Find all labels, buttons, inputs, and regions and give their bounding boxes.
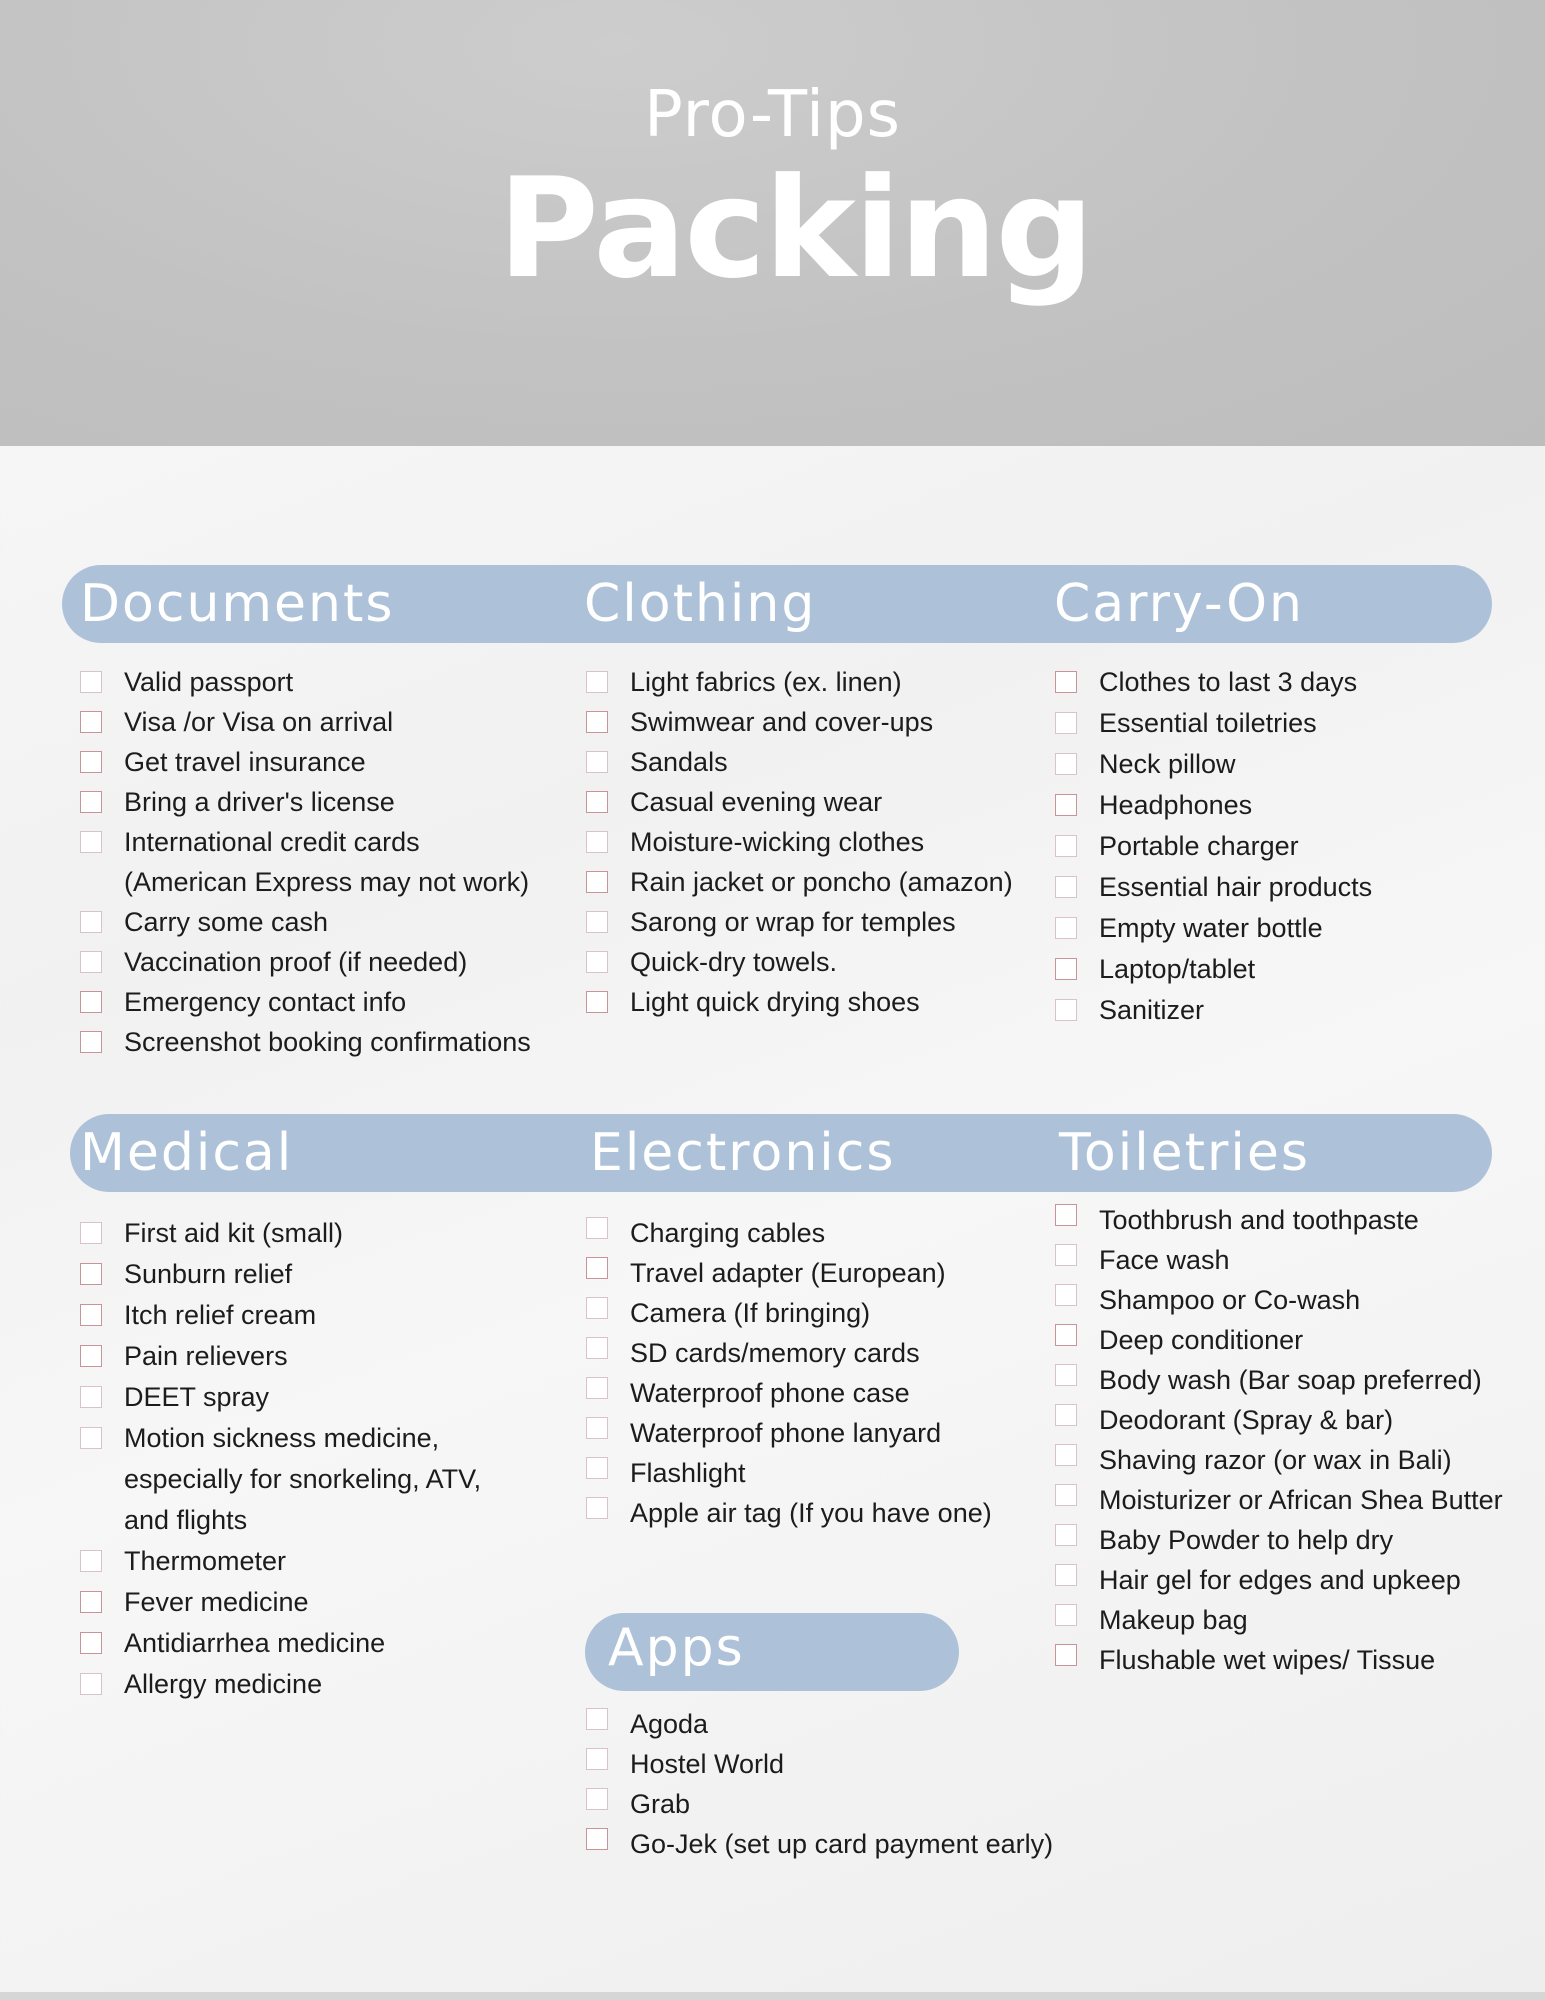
list-item <box>80 822 580 862</box>
checkbox[interactable] <box>1055 999 1077 1021</box>
list-item <box>1055 662 1495 703</box>
checkbox[interactable] <box>1055 1364 1077 1386</box>
item-label: Pain relievers <box>124 1341 288 1371</box>
checkbox[interactable] <box>586 1257 608 1279</box>
item-label: Sanitizer <box>1099 995 1205 1025</box>
item-label: Flushable wet wipes/ Tissue <box>1099 1645 1436 1675</box>
item-label: Vaccination proof (if needed) <box>124 947 468 977</box>
checkbox[interactable] <box>586 671 608 693</box>
checkbox[interactable] <box>1055 794 1077 816</box>
list-item <box>1055 1440 1505 1480</box>
list-item <box>586 1453 1046 1493</box>
list-item <box>1055 1480 1505 1520</box>
item-label: Toothbrush and toothpaste <box>1099 1205 1419 1235</box>
list-item <box>80 662 580 702</box>
checkbox[interactable] <box>1055 1404 1077 1426</box>
checkbox[interactable] <box>1055 671 1077 693</box>
item-label: Sarong or wrap for temples <box>630 907 956 937</box>
item-label: especially for snorkeling, ATV, <box>124 1464 482 1494</box>
item-label: Moisture-wicking clothes <box>630 827 925 857</box>
checkbox[interactable] <box>1055 1444 1077 1466</box>
checkbox[interactable] <box>80 791 102 813</box>
list-item <box>80 702 580 742</box>
item-label: Antidiarrhea medicine <box>124 1628 386 1658</box>
list-item <box>586 1213 1046 1253</box>
item-label: Emergency contact info <box>124 987 407 1017</box>
list-item <box>586 1493 1046 1533</box>
checkbox[interactable] <box>586 871 608 893</box>
checkbox[interactable] <box>80 1345 102 1367</box>
item-label: Face wash <box>1099 1245 1230 1275</box>
item-label: Essential hair products <box>1099 872 1373 902</box>
item-label: Quick-dry towels. <box>630 947 838 977</box>
item-label: Deodorant (Spray & bar) <box>1099 1405 1394 1435</box>
list-item <box>1055 1200 1505 1240</box>
list-item <box>1055 1600 1505 1640</box>
item-label: DEET spray <box>124 1382 270 1412</box>
item-label: Waterproof phone case <box>630 1378 910 1408</box>
apps-list <box>586 1704 1146 1864</box>
item-label: Neck pillow <box>1099 749 1236 779</box>
list-item <box>1055 826 1495 867</box>
header-banner <box>0 0 1545 446</box>
checkbox[interactable] <box>80 1591 102 1613</box>
list-item <box>80 1664 580 1705</box>
documents-list <box>80 662 580 1062</box>
item-label: Screenshot booking confirmations <box>124 1027 531 1057</box>
checkbox[interactable] <box>1055 1324 1077 1346</box>
item-label: Grab <box>630 1789 691 1819</box>
checkbox[interactable] <box>586 1497 608 1519</box>
list-item <box>586 1413 1046 1453</box>
checkbox[interactable] <box>586 791 608 813</box>
item-label: Sunburn relief <box>124 1259 293 1289</box>
list-item <box>586 1253 1046 1293</box>
item-label: Essential toiletries <box>1099 708 1317 738</box>
checkbox[interactable] <box>586 1457 608 1479</box>
checkbox[interactable] <box>586 1748 608 1770</box>
item-label: Bring a driver's license <box>124 787 395 817</box>
checkbox[interactable] <box>1055 1604 1077 1626</box>
list-item <box>1055 1520 1505 1560</box>
list-item <box>1055 867 1495 908</box>
checkbox[interactable] <box>586 1788 608 1810</box>
item-label: Charging cables <box>630 1218 826 1248</box>
checkbox[interactable] <box>80 671 102 693</box>
list-item <box>586 702 1046 742</box>
checkbox[interactable] <box>586 911 608 933</box>
item-label: Go-Jek (set up card payment early) <box>630 1829 1054 1859</box>
item-label: Apple air tag (If you have one) <box>630 1498 992 1528</box>
item-label: Portable charger <box>1099 831 1299 861</box>
checkbox[interactable] <box>1055 835 1077 857</box>
list-item-continuation <box>80 1459 580 1500</box>
list-item <box>586 1704 1146 1744</box>
item-label: Get travel insurance <box>124 747 366 777</box>
list-item <box>80 942 580 982</box>
list-item <box>80 1541 580 1582</box>
item-label: Allergy medicine <box>124 1669 323 1699</box>
list-item <box>80 902 580 942</box>
checkbox[interactable] <box>80 1427 102 1449</box>
list-item <box>586 982 1046 1022</box>
checkbox[interactable] <box>1055 1524 1077 1546</box>
item-label: Travel adapter (European) <box>630 1258 946 1288</box>
checkbox[interactable] <box>80 1673 102 1695</box>
checkbox[interactable] <box>80 951 102 973</box>
carry-on-heading: Carry-On <box>1054 574 1304 634</box>
list-item <box>80 1582 580 1623</box>
checkbox[interactable] <box>80 911 102 933</box>
checkbox[interactable] <box>1055 1644 1077 1666</box>
list-item <box>586 1744 1146 1784</box>
list-item <box>1055 1240 1505 1280</box>
item-label: Sandals <box>630 747 728 777</box>
list-item <box>1055 1400 1505 1440</box>
list-item <box>80 1213 580 1254</box>
checkbox[interactable] <box>1055 1484 1077 1506</box>
list-item <box>586 742 1046 782</box>
list-item <box>80 782 580 822</box>
checkbox[interactable] <box>1055 1564 1077 1586</box>
checkbox[interactable] <box>80 711 102 733</box>
checkbox[interactable] <box>80 1263 102 1285</box>
list-item <box>586 1824 1146 1864</box>
item-label: Laptop/tablet <box>1099 954 1256 984</box>
list-item-continuation <box>80 862 580 902</box>
item-label: SD cards/memory cards <box>630 1338 920 1368</box>
list-item <box>586 822 1046 862</box>
checkbox[interactable] <box>80 1632 102 1654</box>
checkbox[interactable] <box>1055 712 1077 734</box>
item-label: Headphones <box>1099 790 1253 820</box>
item-label: Clothes to last 3 days <box>1099 667 1358 697</box>
list-item <box>80 1623 580 1664</box>
item-label: Shaving razor (or wax in Bali) <box>1099 1445 1452 1475</box>
item-label: Itch relief cream <box>124 1300 317 1330</box>
checkbox[interactable] <box>1055 1244 1077 1266</box>
checkbox[interactable] <box>80 1222 102 1244</box>
list-item <box>586 1784 1146 1824</box>
list-item <box>1055 1320 1505 1360</box>
list-item <box>586 1293 1046 1333</box>
item-label: Camera (If bringing) <box>630 1298 871 1328</box>
checkbox[interactable] <box>586 1377 608 1399</box>
list-item <box>1055 949 1495 990</box>
list-item <box>1055 990 1495 1031</box>
page-title: Packing <box>497 148 1093 309</box>
electronics-heading: Electronics <box>590 1123 896 1183</box>
medical-list <box>80 1213 580 1705</box>
checkbox[interactable] <box>586 1337 608 1359</box>
list-item <box>586 862 1046 902</box>
item-label: Rain jacket or poncho (amazon) <box>630 867 1013 897</box>
list-item <box>80 1418 580 1459</box>
item-label: Carry some cash <box>124 907 329 937</box>
item-label: Thermometer <box>124 1546 287 1576</box>
item-label: Moisturizer or African Shea Butter <box>1099 1485 1503 1515</box>
list-item <box>1055 1560 1505 1600</box>
list-item <box>586 662 1046 702</box>
page-subtitle: Pro-Tips <box>644 78 901 152</box>
list-item <box>1055 744 1495 785</box>
carry-on-list <box>1055 662 1495 1031</box>
documents-heading: Documents <box>80 574 395 634</box>
checkbox[interactable] <box>586 1297 608 1319</box>
item-label: Visa /or Visa on arrival <box>124 707 394 737</box>
item-label: Empty water bottle <box>1099 913 1323 943</box>
bottom-divider <box>0 1992 1545 2000</box>
checkbox[interactable] <box>1055 958 1077 980</box>
item-label: Hair gel for edges and upkeep <box>1099 1565 1461 1595</box>
list-item-continuation <box>80 1500 580 1541</box>
checkbox[interactable] <box>80 831 102 853</box>
checkbox[interactable] <box>586 831 608 853</box>
checkbox[interactable] <box>586 1417 608 1439</box>
checkbox[interactable] <box>80 1386 102 1408</box>
medical-heading: Medical <box>80 1123 294 1183</box>
list-item <box>80 1336 580 1377</box>
clothing-heading: Clothing <box>584 574 817 634</box>
list-item <box>1055 703 1495 744</box>
list-item <box>1055 785 1495 826</box>
list-item <box>1055 908 1495 949</box>
checkbox[interactable] <box>80 1550 102 1572</box>
item-label: and flights <box>124 1505 248 1535</box>
list-item <box>1055 1640 1505 1680</box>
item-label: (American Express may not work) <box>124 867 530 897</box>
list-item <box>80 1377 580 1418</box>
clothing-list <box>586 662 1046 1022</box>
item-label: Deep conditioner <box>1099 1325 1304 1355</box>
list-item <box>80 742 580 782</box>
checkbox[interactable] <box>1055 917 1077 939</box>
toiletries-list <box>1055 1200 1505 1680</box>
item-label: Light quick drying shoes <box>630 987 920 1017</box>
checkbox[interactable] <box>586 1708 608 1730</box>
electronics-list <box>586 1213 1046 1533</box>
item-label: Swimwear and cover-ups <box>630 707 934 737</box>
list-item <box>1055 1280 1505 1320</box>
checkbox[interactable] <box>1055 1204 1077 1226</box>
item-label: Waterproof phone lanyard <box>630 1418 942 1448</box>
checkbox[interactable] <box>586 991 608 1013</box>
item-label: Casual evening wear <box>630 787 883 817</box>
checkbox[interactable] <box>586 1828 608 1850</box>
list-item <box>80 1295 580 1336</box>
checkbox[interactable] <box>586 951 608 973</box>
list-item <box>586 1333 1046 1373</box>
list-item <box>586 902 1046 942</box>
checkbox[interactable] <box>80 751 102 773</box>
item-label: Body wash (Bar soap preferred) <box>1099 1365 1482 1395</box>
list-item <box>80 982 580 1022</box>
item-label: Flashlight <box>630 1458 746 1488</box>
list-item <box>1055 1360 1505 1400</box>
checkbox[interactable] <box>1055 1284 1077 1306</box>
item-label: Light fabrics (ex. linen) <box>630 667 902 697</box>
list-item <box>586 942 1046 982</box>
list-item <box>80 1254 580 1295</box>
apps-heading: Apps <box>608 1618 745 1678</box>
list-item <box>586 1373 1046 1413</box>
checkbox[interactable] <box>586 1217 608 1239</box>
toiletries-heading: Toiletries <box>1059 1123 1310 1183</box>
list-item <box>586 782 1046 822</box>
checkbox[interactable] <box>80 1304 102 1326</box>
checkbox[interactable] <box>1055 753 1077 775</box>
checkbox[interactable] <box>80 1031 102 1053</box>
checkbox[interactable] <box>586 751 608 773</box>
list-item <box>80 1022 580 1062</box>
item-label: Shampoo or Co-wash <box>1099 1285 1361 1315</box>
item-label: Motion sickness medicine, <box>124 1423 440 1453</box>
item-label: Agoda <box>630 1709 709 1739</box>
item-label: Fever medicine <box>124 1587 309 1617</box>
item-label: Hostel World <box>630 1749 785 1779</box>
item-label: Valid passport <box>124 667 294 697</box>
checkbox[interactable] <box>80 991 102 1013</box>
item-label: Makeup bag <box>1099 1605 1248 1635</box>
item-label: First aid kit (small) <box>124 1218 344 1248</box>
checkbox[interactable] <box>586 711 608 733</box>
item-label: Baby Powder to help dry <box>1099 1525 1394 1555</box>
checkbox[interactable] <box>1055 876 1077 898</box>
item-label: International credit cards <box>124 827 420 857</box>
